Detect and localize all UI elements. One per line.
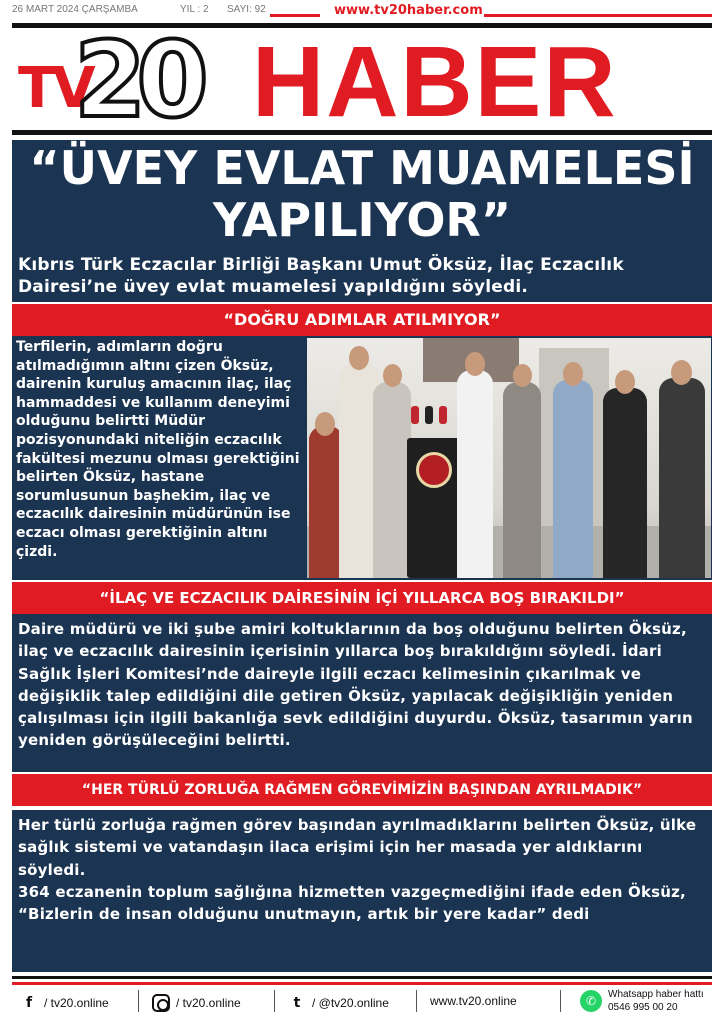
person-7 <box>603 388 647 578</box>
instagram-handle: / tv20.online <box>176 996 241 1010</box>
podium <box>407 438 461 578</box>
whatsapp-number: 0546 995 00 20 <box>608 1002 678 1013</box>
section3-text-1: Her türlü zorluğa rağmen görev başından ayrılmadıklarını belirten Öksüz, ülke sağlık sistemi ve vatandaşın ilaca erişimi için her masada yer aldıklarını söyledi. <box>18 816 697 879</box>
footer-divider <box>560 990 561 1012</box>
facebook-handle: / tv20.online <box>44 996 109 1010</box>
issue-year: YIL : 2 <box>180 4 209 15</box>
footer-bar <box>12 988 712 1018</box>
microphone <box>411 406 419 424</box>
microphone <box>439 406 447 424</box>
person-8-head <box>671 360 692 385</box>
logo-haber: HABER <box>252 26 618 135</box>
footer-rule-red <box>12 982 712 985</box>
red-rule-left <box>270 14 320 17</box>
person-1 <box>309 426 343 578</box>
microphone <box>425 406 433 424</box>
person-5 <box>503 382 541 578</box>
whatsapp-label: Whatsapp haber hattı <box>608 989 704 1000</box>
facebook-icon: f <box>25 995 33 1011</box>
twitter-link[interactable] <box>288 994 389 1012</box>
person-7-head <box>615 370 635 394</box>
footer-divider <box>274 990 275 1012</box>
section1-text: Terfilerin, adımların doğru atılmadığımın altını çizen Öksüz, dairenin kuruluş amacının ilaç, ilaç hammaddesi ve kullanım deneyimi olduğunu belirtti Müdür pozisyonundaki niteliğin eczacılık fakültesi mezunu olması gerektiğini belirten Öksüz, hastane sorumlusunun başhekim, ilaç ve eczacılık dairesinin müdürünün ise eczacı olması gerektiğinin altını çizdi. <box>16 339 300 560</box>
twitter-icon: t <box>293 995 301 1011</box>
instagram-link[interactable] <box>152 994 241 1012</box>
person-5-head <box>513 364 532 387</box>
logo-20: 20 <box>74 23 199 135</box>
issue-date: 26 MART 2024 ÇARŞAMBA <box>12 4 138 15</box>
person-4 <box>457 370 493 578</box>
main-headline: “ÜVEY EVLAT MUAMELESİ YAPILIYOR” <box>29 141 695 247</box>
website-url: www.tv20.online <box>430 994 517 1008</box>
footer-divider <box>138 990 139 1012</box>
section2-text: Daire müdürü ve iki şube amiri koltuklarının da boş olduğunu belirten Öksüz, ilaç ve eczacılık dairesinin içerisinin yıllarca boş bırakıldığını söyledi. İdari Sağlık İşleri Komitesi’nde daireyle ilgili eczacı kelimesinin çıkarılmak ve değişiklik talep edildiğini dile getiren Öksüz, yapılacak değişikliğin yeniden çalışılması için ilgili bakanlığa sevk edildiğini duyurdu. Öksüz, tasarımın yarın yeniden görüşüleceğini belirtti. <box>18 620 693 750</box>
footer-rule-black <box>12 976 712 979</box>
lead-paragraph: Kıbrıs Türk Eczacılar Birliği Başkanı Umut Öksüz, İlaç Eczacılık Dairesi’ne üvey evlat muamelesi yapıldığını söyledi. <box>18 255 624 297</box>
section3-text-2: 364 eczanenin toplum sağlığına hizmetten vazgeçmediğini ifade eden Öksüz, “Bizlerin de insan olduğunu unutmayın, artık bir yere kadar” dedi <box>18 882 686 924</box>
twitter-handle: / @tv20.online <box>312 996 389 1010</box>
person-6 <box>553 380 593 578</box>
person-3 <box>373 382 411 578</box>
person-4-head <box>465 352 485 376</box>
section2-title: “İLAÇ VE ECZACILIK DAİRESİNİN İÇİ YILLARCA BOŞ BIRAKILDI” <box>12 582 712 614</box>
footer-divider <box>416 990 417 1012</box>
section3-title: “HER TÜRLÜ ZORLUĞA RAĞMEN GÖREVİMİZİN BAŞINDAN AYRILMADIK” <box>12 774 712 806</box>
section3-body <box>18 814 708 925</box>
instagram-icon <box>152 994 170 1012</box>
association-seal <box>416 452 452 488</box>
website-link[interactable] <box>430 994 517 1008</box>
whatsapp-icon[interactable]: ✆ <box>580 990 602 1012</box>
issue-number: SAYI: 92 <box>227 4 266 15</box>
person-1-head <box>315 412 335 436</box>
section1-title: “DOĞRU ADIMLAR ATILMIYOR” <box>12 304 712 336</box>
press-conference-photo <box>307 338 711 578</box>
facebook-link[interactable] <box>20 994 109 1012</box>
person-6-head <box>563 362 583 386</box>
person-8 <box>659 378 705 578</box>
person-3-head <box>383 364 402 387</box>
whatsapp-contact <box>608 988 704 1014</box>
red-rule-right <box>484 14 712 17</box>
masthead-logo <box>12 23 712 135</box>
logo-tv: TV <box>18 56 92 121</box>
person-2-head <box>349 346 369 370</box>
site-url-link[interactable]: www.tv20haber.com <box>334 3 483 18</box>
